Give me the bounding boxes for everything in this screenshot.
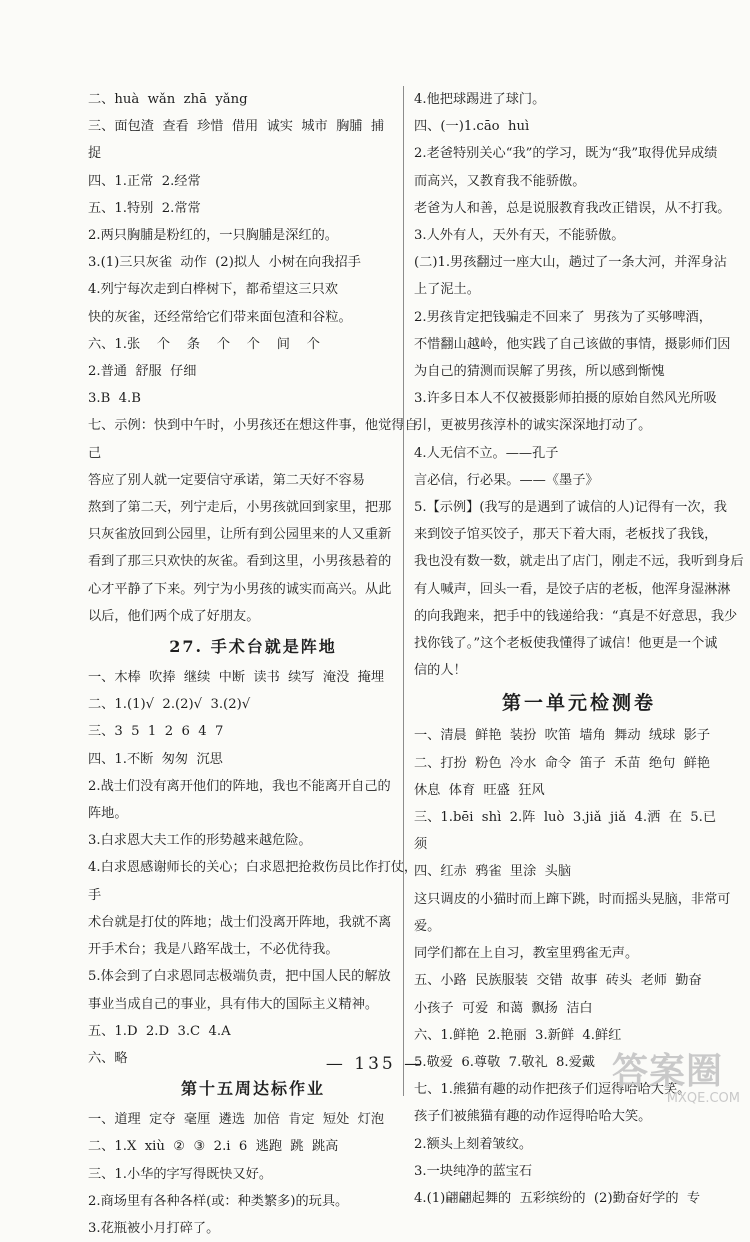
page-number: — 135 — [325,1054,425,1074]
answer-line: 以后，他们两个成了好朋友。 [88,608,260,624]
answer-line: 5.体会到了白求恩同志极端负责，把中国人民的解放 [88,969,391,985]
answer-line: 2.商场里有各种各样(或：种类繁多)的玩具。 [88,1193,349,1209]
answer-line: 五、1.D 2.D 3.C 4.A [88,1023,231,1039]
answer-line: 只灰雀放回到公园里，让所有到公园里来的人又重新 [88,527,392,543]
answer-line: 4.(1)翩翩起舞的 五彩缤纷的 (2)勤奋好学的 专 [414,1190,701,1206]
answer-line: 三、1.bēi shì 2.阵 luò 3.jiǎ jiǎ 4.洒 在 5.已 [414,810,717,826]
answer-line: 二、huà wǎn zhā yǎng [88,92,248,107]
watermark-logo-text: 答案圈 [612,1051,724,1092]
answer-line: 一、道理 定夺 毫厘 遴选 加倍 肯定 短处 灯泡 [88,1112,385,1128]
answer-line: 事业当成自己的事业，具有伟大的国际主义精神。 [88,996,379,1012]
answer-line: 不惜翻山越岭，他实践了自己该做的事情，摄影师们因 [414,336,731,352]
answer-line: 心才平静了下来。列宁为小男孩的诚实而高兴。从此 [88,581,392,597]
answer-line: 3.花瓶被小月打碎了。 [88,1220,220,1236]
answer-line: 为自己的猜测而误解了男孩，所以感到惭愧 [414,364,665,380]
answer-line: 4.人无信不立。——孔子 [414,445,559,461]
answer-line: 二、1.(1)√ 2.(2)√ 3.(2)√ [88,697,251,713]
section-heading: 27. 手术台就是阵地 [169,637,337,657]
answer-line: 有人喊声，回头一看，是饺子店的老板，他浑身湿淋淋 [414,581,731,597]
section-heading: 第十五周达标作业 [180,1079,325,1099]
answer-line: 三、面包渣 查看 珍惜 借用 诚实 城市 胸脯 捕 [88,119,385,135]
answer-line: 二、1.X xiù ② ③ 2.i 6 逃跑 跳 跳高 [88,1139,339,1155]
answer-line: 七、1.熊猫有趣的动作把孩子们逗得哈哈大笑。 [414,1082,691,1098]
column-divider [403,86,404,1096]
answer-line: 2.男孩肯定把钱骗走不回来了 男孩为了买够啤酒， [414,309,712,325]
answer-line: 爱。 [414,918,441,934]
section-heading: 第一单元检测卷 [501,692,656,715]
answer-line: 熬到了第二天，列宁走后，小男孩就回到家里，把那 [88,500,392,516]
answer-line: 我也没有数一数，就走出了店门，刚走不远，我听到身后 [414,554,744,570]
answer-line: 七、示例：快到中午时，小男孩还在想这件事，他觉得自己 [88,418,418,461]
answer-line: 这只调皮的小猫时而上蹿下跳，时而摇头晃脑，非常可 [414,891,731,907]
answer-line: 四、1.正常 2.经常 [88,173,201,189]
answer-line: 术台就是打仗的阵地；战士们没离开阵地，我就不离 [88,914,392,930]
right-column [414,86,744,1212]
answer-line: 5.【示例】(我写的是遇到了诚信的人)记得有一次，我 [414,500,727,516]
answer-line: 一、清晨 鲜艳 装扮 吹笛 墙角 舞动 绒球 影子 [414,728,711,744]
answer-line: 三、3 5 1 2 6 4 7 [88,724,224,740]
answer-line: 阵地。 [88,806,128,822]
answer-line: 4.列宁每次走到白桦树下，都希望这三只欢 [88,282,338,298]
answer-line: 开手术台；我是八路军战士，不必优待我。 [88,942,339,958]
answer-line: 六、1.张 个 条 个 个 间 个 [88,336,320,352]
answer-line: 同学们都在上自习，教室里鸦雀无声。 [414,946,639,962]
answer-line: 而高兴，又教育我不能骄傲。 [414,173,586,189]
answer-line: 看到了那三只欢快的灰雀。看到这里，小男孩悬着的 [88,554,392,570]
answer-line: 2.两只胸脯是粉红的，一只胸脯是深红的。 [88,228,338,244]
answer-line: 四、(一)1.cāo huì [414,119,530,135]
answer-line: 的向我跑来，把手中的钱递给我：“真是不好意思，我少 [414,608,738,624]
answer-line: 3.一块纯净的蓝宝石 [414,1163,533,1179]
answer-line: 须 [414,837,428,853]
answer-line: 3.许多日本人不仅被摄影师拍摄的原始自然风光所吸 [414,391,717,407]
answer-line: 3.白求恩大夫工作的形势越来越危险。 [88,833,312,849]
answer-line: 捉 [88,146,102,162]
answer-line: 信的人！ [414,663,467,679]
answer-line: 一、木棒 吹捧 继续 中断 读书 续写 淹没 掩埋 [88,670,385,686]
answer-line: 3.人外有人，天外有天，不能骄傲。 [414,228,625,244]
answer-line: 2.老爸特别关心“我”的学习，既为“我”取得优异成绩 [414,146,718,162]
answer-line: 2.普通 舒服 仔细 [88,364,197,380]
answer-line: 上了泥土。 [414,282,480,298]
answer-line: 六、略 [88,1050,128,1066]
answer-line: 3.(1)三只灰雀 动作 (2)拟人 小树在向我招手 [88,255,361,271]
answer-line: 2.额头上刻着皱纹。 [414,1136,533,1152]
answer-line: 引，更被男孩淳朴的诚实深深地打动了。 [414,418,652,434]
answer-line: 五、1.特别 2.常常 [88,200,201,216]
answer-line: 找你钱了。”这个老板使我懂得了诚信！他更是一个诚 [414,636,718,652]
answer-line: 4.白求恩感谢师长的关心；白求恩把抢救伤员比作打仗，手 [88,860,418,903]
answer-line: 二、打扮 粉色 冷水 命令 笛子 禾苗 绝句 鲜艳 [414,755,711,771]
answer-line: 来到饺子馆买饺子，那天下着大雨，老板找了我钱， [414,527,718,543]
answer-line: 5.敬爱 6.尊敬 7.敬礼 8.爱戴 [414,1054,595,1070]
answer-line: 休息 体育 旺盛 狂风 [414,782,545,798]
watermark-url: MXQE.COM [666,1091,740,1106]
answer-line: 4.他把球踢进了球门。 [414,92,546,107]
answer-line: 言必信，行必果。——《墨子》 [414,472,599,488]
watermark-logo [612,1052,740,1108]
answer-line: 3.B 4.B [88,391,141,407]
answer-line: 老爸为人和善，总是说服教育我改正错误，从不打我。 [414,200,731,216]
answer-line: 2.战士们没有离开他们的阵地，我也不能离开自己的 [88,778,391,794]
answer-line: 小孩子 可爱 和蔼 飘扬 洁白 [414,1000,593,1016]
answer-line: 孩子们被熊猫有趣的动作逗得哈哈大笑。 [414,1109,652,1125]
answer-line: 六、1.鲜艳 2.艳丽 3.新鲜 4.鲜红 [414,1027,622,1043]
answer-line: 三、1.小华的字写得既快又好。 [88,1166,273,1182]
answer-line: 四、1.不断 匆匆 沉思 [88,751,223,767]
answer-line: 四、红赤 鸦雀 里涂 头脑 [414,864,572,880]
answer-line: 快的灰雀，还经常给它们带来面包渣和谷粒。 [88,309,352,325]
answer-line: 五、小路 民族服装 交错 故事 砖头 老师 勤奋 [414,973,702,989]
answer-line: (二)1.男孩翻过一座大山，趟过了一条大河，并浑身沾 [414,255,727,271]
answer-line: 答应了别人就一定要信守承诺，第二天好不容易 [88,472,365,488]
